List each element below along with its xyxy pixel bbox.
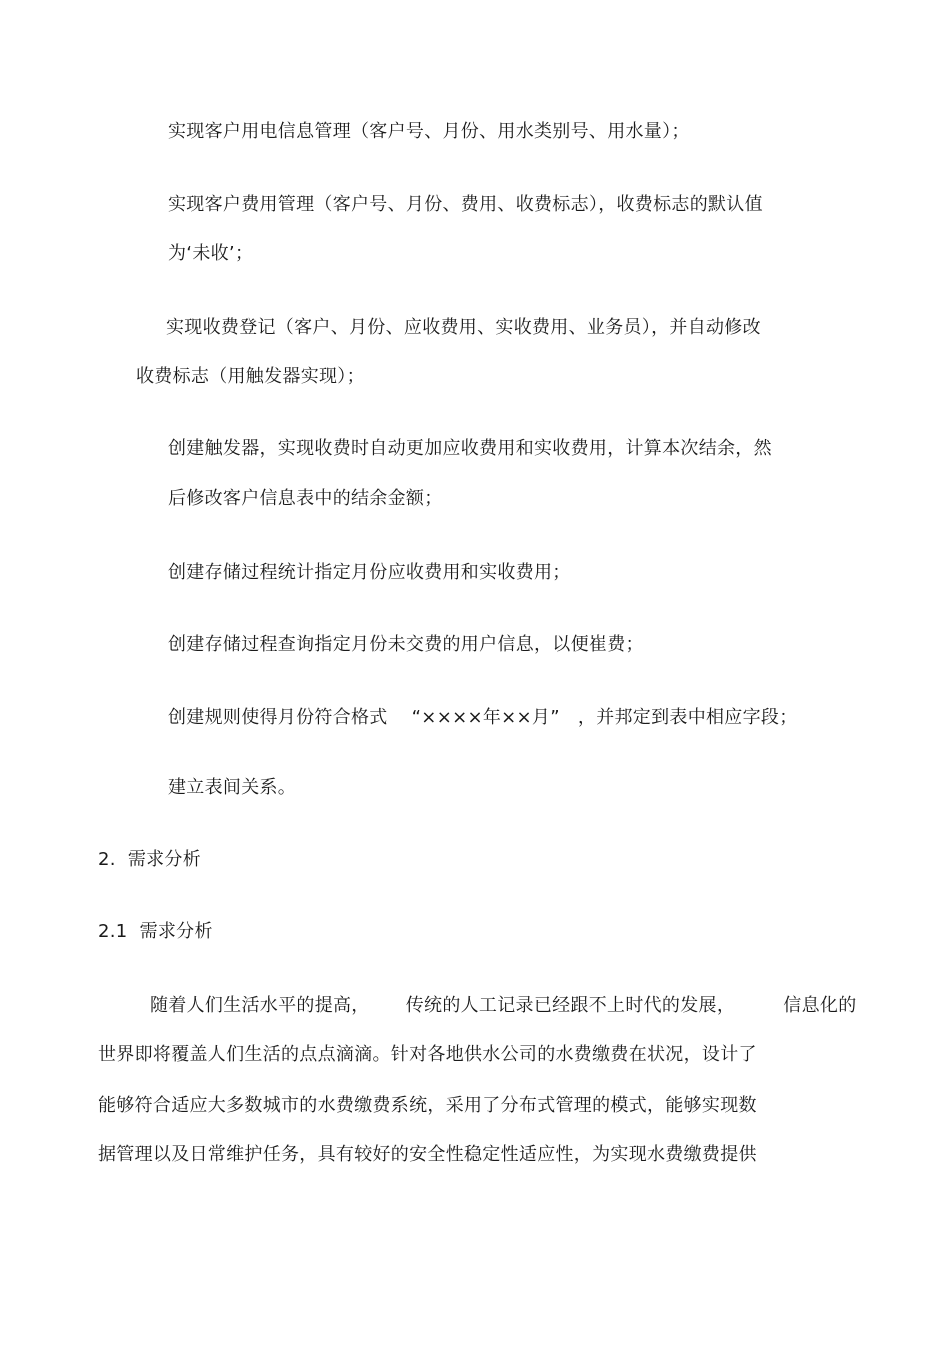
requirement-line: 收费标志（用触发器实现）； (136, 366, 365, 387)
requirement-line: 实现客户费用管理（客户号、月份、费用、收费标志），收费标志的默认值 (168, 194, 763, 215)
requirement-line: 创建存储过程统计指定月份应收费用和实收费用； (168, 562, 571, 583)
requirement-line: 创建存储过程查询指定月份未交费的用户信息，以便崔费； (168, 634, 644, 655)
body-paragraph-line: 随着人们生活水平的提高， 传统的人工记录已经跟不上时代的发展， 信息化的 (150, 995, 857, 1016)
subsection-heading: 2.1 需求分析 (98, 921, 213, 942)
body-paragraph-line: 世界即将覆盖人们生活的点点滴滴。针对各地供水公司的水费缴费在状况，设计了 (98, 1044, 757, 1065)
body-paragraph-line: 能够符合适应大多数城市的水费缴费系统，采用了分布式管理的模式，能够实现数 (98, 1095, 757, 1116)
requirement-line: 创建规则使得月份符合格式 “××××年××月” ，并邦定到表中相应字段； (168, 707, 798, 728)
requirement-line: 为‘未收’； (168, 243, 254, 264)
requirement-line: 实现客户用电信息管理（客户号、月份、用水类别号、用水量）； (168, 121, 690, 142)
section-heading: 2. 需求分析 (98, 849, 202, 870)
requirement-line: 实现收费登记（客户、月份、应收费用、实收费用、业务员），并自动修改 (166, 317, 761, 338)
requirement-line: 创建触发器，实现收费时自动更加应收费用和实收费用，计算本次结余，然 (168, 438, 772, 459)
body-paragraph-line: 据管理以及日常维护任务，具有较好的安全性稳定性适应性，为实现水费缴费提供 (98, 1144, 757, 1165)
requirement-line: 建立表间关系。 (168, 777, 297, 798)
requirement-line: 后修改客户信息表中的结余金额； (168, 488, 443, 509)
